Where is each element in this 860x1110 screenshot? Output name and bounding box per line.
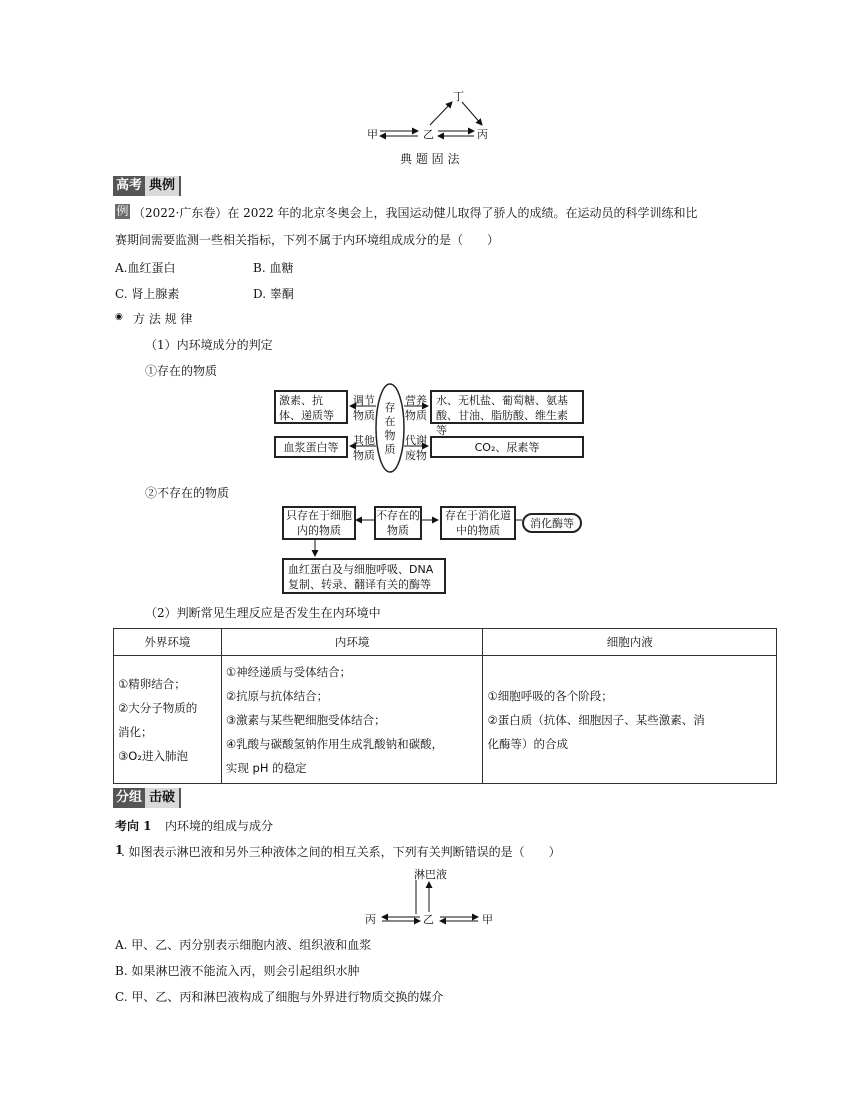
- example-tag: 例: [116, 204, 129, 218]
- table-header-row: [114, 629, 777, 656]
- method-title: 方 法 规 律: [133, 312, 193, 326]
- table-header: 外界环境: [114, 629, 222, 656]
- option-a: A.血红蛋白: [115, 261, 176, 275]
- table-header: 内环境: [221, 629, 483, 656]
- nonexist-middle-box: 不存在的物质: [374, 506, 422, 540]
- table-line: 化酶等）的合成: [487, 736, 568, 751]
- q1-option-c: C. 甲、乙、丙和淋巴液构成了细胞与外界进行物质交换的媒介: [115, 990, 444, 1004]
- node-yi: 乙: [423, 128, 434, 141]
- fenzu-label: [113, 788, 181, 808]
- gaokao-label-part1: 高考: [113, 176, 145, 196]
- table-row: [114, 656, 777, 784]
- node-bing: 丙: [477, 128, 488, 141]
- option-b: B. 血糖: [253, 261, 294, 275]
- table-cell-internal: [221, 656, 483, 784]
- table-cell-external: [114, 656, 222, 784]
- method-sub1a: ①存在的物质: [145, 364, 218, 378]
- exist-right-top-box: 水、无机盐、葡萄糖、氨基酸、甘油、脂肪酸、维生素等: [430, 390, 584, 424]
- node-ding: 丁: [453, 90, 464, 103]
- nonexist-right-box: 存在于消化道中的物质: [440, 506, 516, 540]
- q1-node-middle: 乙: [423, 913, 434, 926]
- option-c: C. 肾上腺素: [115, 287, 180, 301]
- example-line1: （2022·广东卷）在 2022 年的北京冬奥会上，我国运动健儿取得了骄人的成绩。在运动员的科学训练和比: [133, 206, 698, 220]
- exist-left-bottom-link: 其他物质: [353, 434, 375, 462]
- node-jia: 甲: [367, 128, 378, 141]
- q1-node-right: 甲: [482, 913, 493, 926]
- method-bullet: ◉: [115, 312, 123, 322]
- reaction-table: [113, 628, 777, 784]
- nonexist-bottom-box: 血红蛋白及与细胞呼吸、DNA复制、转录、翻译有关的酶等: [282, 558, 446, 594]
- q1-node-top: 淋巴液: [414, 868, 447, 881]
- method-sub2: （2）判断常见生理反应是否发生在内环境中: [145, 606, 381, 620]
- table-line: ①精卵结合；: [118, 676, 186, 691]
- table-line: 消化；: [118, 724, 153, 739]
- exist-left-top-box: 激素、抗体、递质等: [274, 390, 348, 424]
- exist-left-bottom-box: 血浆蛋白等: [274, 436, 348, 458]
- nonexist-far-right-box: 消化酶等: [522, 513, 582, 533]
- q1-stem: . 如图表示淋巴液和另外三种液体之间的相互关系，下列有关判断错误的是（ ）: [121, 845, 561, 859]
- q1-number: 1: [115, 843, 124, 857]
- table-line: ①神经递质与受体结合；: [225, 664, 352, 679]
- method-sub1: （1）内环境成分的判定: [145, 338, 273, 352]
- table-line: ③激素与某些靶细胞受体结合；: [225, 712, 386, 727]
- table-line: ①细胞呼吸的各个阶段；: [487, 688, 613, 703]
- q1-option-a: A. 甲、乙、丙分别表示细胞内液、组织液和血浆: [115, 938, 372, 952]
- example-line2: 赛期间需要监测一些相关指标，下列不属于内环境组成成分的是（ ）: [115, 233, 500, 247]
- table-line: ②大分子物质的: [118, 700, 198, 715]
- table-line: ②蛋白质（抗体、细胞因子、某些激素、消: [487, 712, 705, 727]
- method-sub1b: ②不存在的物质: [145, 486, 230, 500]
- fenzu-label-part1: 分组: [113, 788, 145, 808]
- table-line: ④乳酸与碳酸氢钠作用生成乳酸钠和碳酸，: [225, 736, 444, 751]
- table-header: 细胞内液: [483, 629, 777, 656]
- exist-center: 存在物质: [384, 401, 396, 456]
- table-line: 实现 pH 的稳定: [225, 760, 307, 775]
- gaokao-label-part2: 典例: [145, 176, 181, 196]
- exist-right-bottom-box: CO₂、尿素等: [430, 436, 584, 458]
- exist-right-top-link: 营养物质: [405, 394, 427, 422]
- exist-right-bottom-link: 代谢废物: [405, 434, 427, 462]
- q1-option-b: B. 如果淋巴液不能流入丙，则会引起组织水肿: [115, 964, 360, 978]
- table-line: ②抗原与抗体结合；: [225, 688, 329, 703]
- kaoxiang-title: 内环境的组成与成分: [165, 819, 274, 833]
- diagram-caption: 典 题 固 法: [400, 152, 460, 166]
- q1-node-left: 丙: [365, 913, 376, 926]
- gaokao-label: [113, 176, 181, 196]
- nonexist-left-box: 只存在于细胞内的物质: [282, 506, 356, 540]
- exist-left-top-link: 调节物质: [353, 394, 375, 422]
- option-d: D. 睾酮: [253, 287, 294, 301]
- fenzu-label-part2: 击破: [145, 788, 181, 808]
- kaoxiang-label: 考向 1: [115, 819, 152, 833]
- table-cell-intracellular: [483, 656, 777, 784]
- table-line: ③O₂进入肺泡: [118, 748, 188, 763]
